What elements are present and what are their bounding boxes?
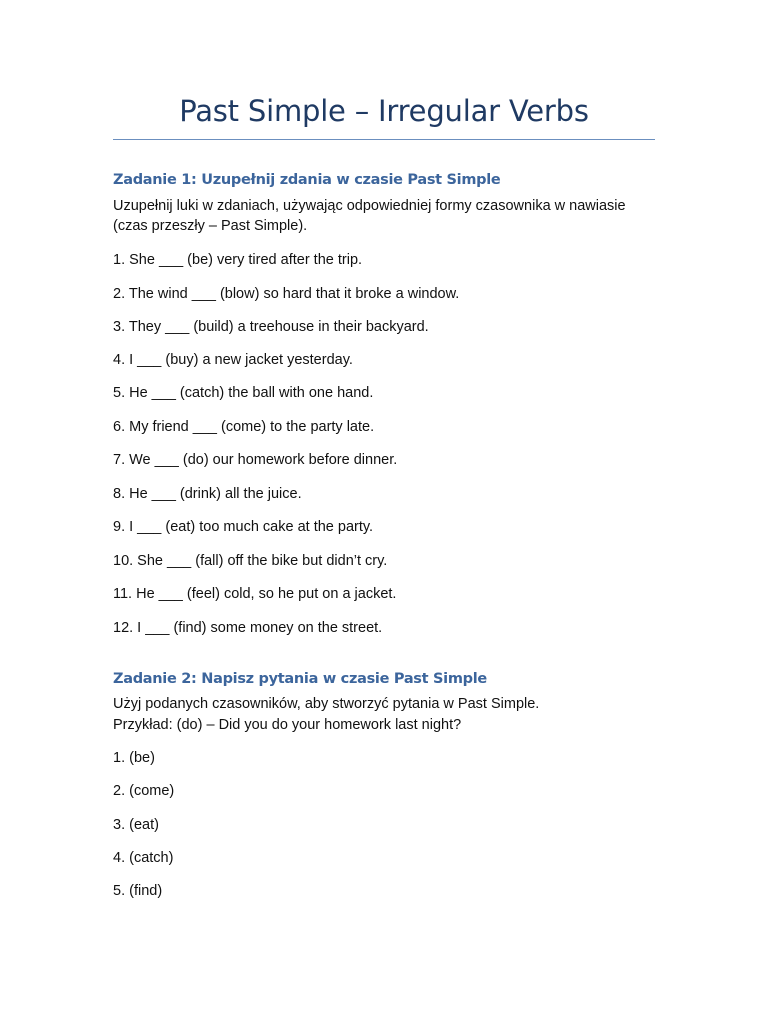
task1-heading: Zadanie 1: Uzupełnij zdania w czasie Past Simple: [113, 172, 501, 188]
task1-item: 6. My friend ___ (come) to the party late.: [113, 419, 375, 435]
task1-item: 3. They ___ (build) a treehouse in their backyard.: [113, 319, 429, 335]
task1-item: 12. I ___ (find) some money on the street.: [113, 620, 383, 636]
task1-item: 7. We ___ (do) our homework before dinner.: [113, 452, 398, 468]
task1-item: 9. I ___ (eat) too much cake at the party.: [113, 519, 374, 535]
task2-item: 5. (find): [113, 883, 163, 899]
task2-item: 3. (eat): [113, 817, 159, 833]
page-title: Past Simple – Irregular Verbs: [179, 94, 589, 128]
title-underline: [113, 139, 655, 140]
task1-item: 5. He ___ (catch) the ball with one hand.: [113, 385, 374, 401]
task2-example-line: Przykład: (do) – Did you do your homework last night?: [113, 717, 462, 733]
task2-instruction-line1: Użyj podanych czasowników, aby stworzyć pytania w Past Simple.: [113, 696, 540, 712]
task2-heading: Zadanie 2: Napisz pytania w czasie Past Simple: [113, 671, 487, 687]
task2-item: 4. (catch): [113, 850, 174, 866]
task2-item: 2. (come): [113, 783, 175, 799]
task1-item: 2. The wind ___ (blow) so hard that it broke a window.: [113, 286, 460, 302]
task2-item: 1. (be): [113, 750, 155, 766]
task1-item: 4. I ___ (buy) a new jacket yesterday.: [113, 352, 353, 368]
task1-item: 10. She ___ (fall) off the bike but didn’t cry.: [113, 553, 388, 569]
task1-item: 1. She ___ (be) very tired after the trip.: [113, 252, 363, 268]
task1-item: 11. He ___ (feel) cold, so he put on a jacket.: [113, 586, 397, 602]
task1-instruction-line2: (czas przeszły – Past Simple).: [113, 218, 308, 234]
task1-item: 8. He ___ (drink) all the juice.: [113, 486, 302, 502]
task1-instruction-line1: Uzupełnij luki w zdaniach, używając odpowiedniej formy czasownika w nawiasie: [113, 198, 626, 214]
